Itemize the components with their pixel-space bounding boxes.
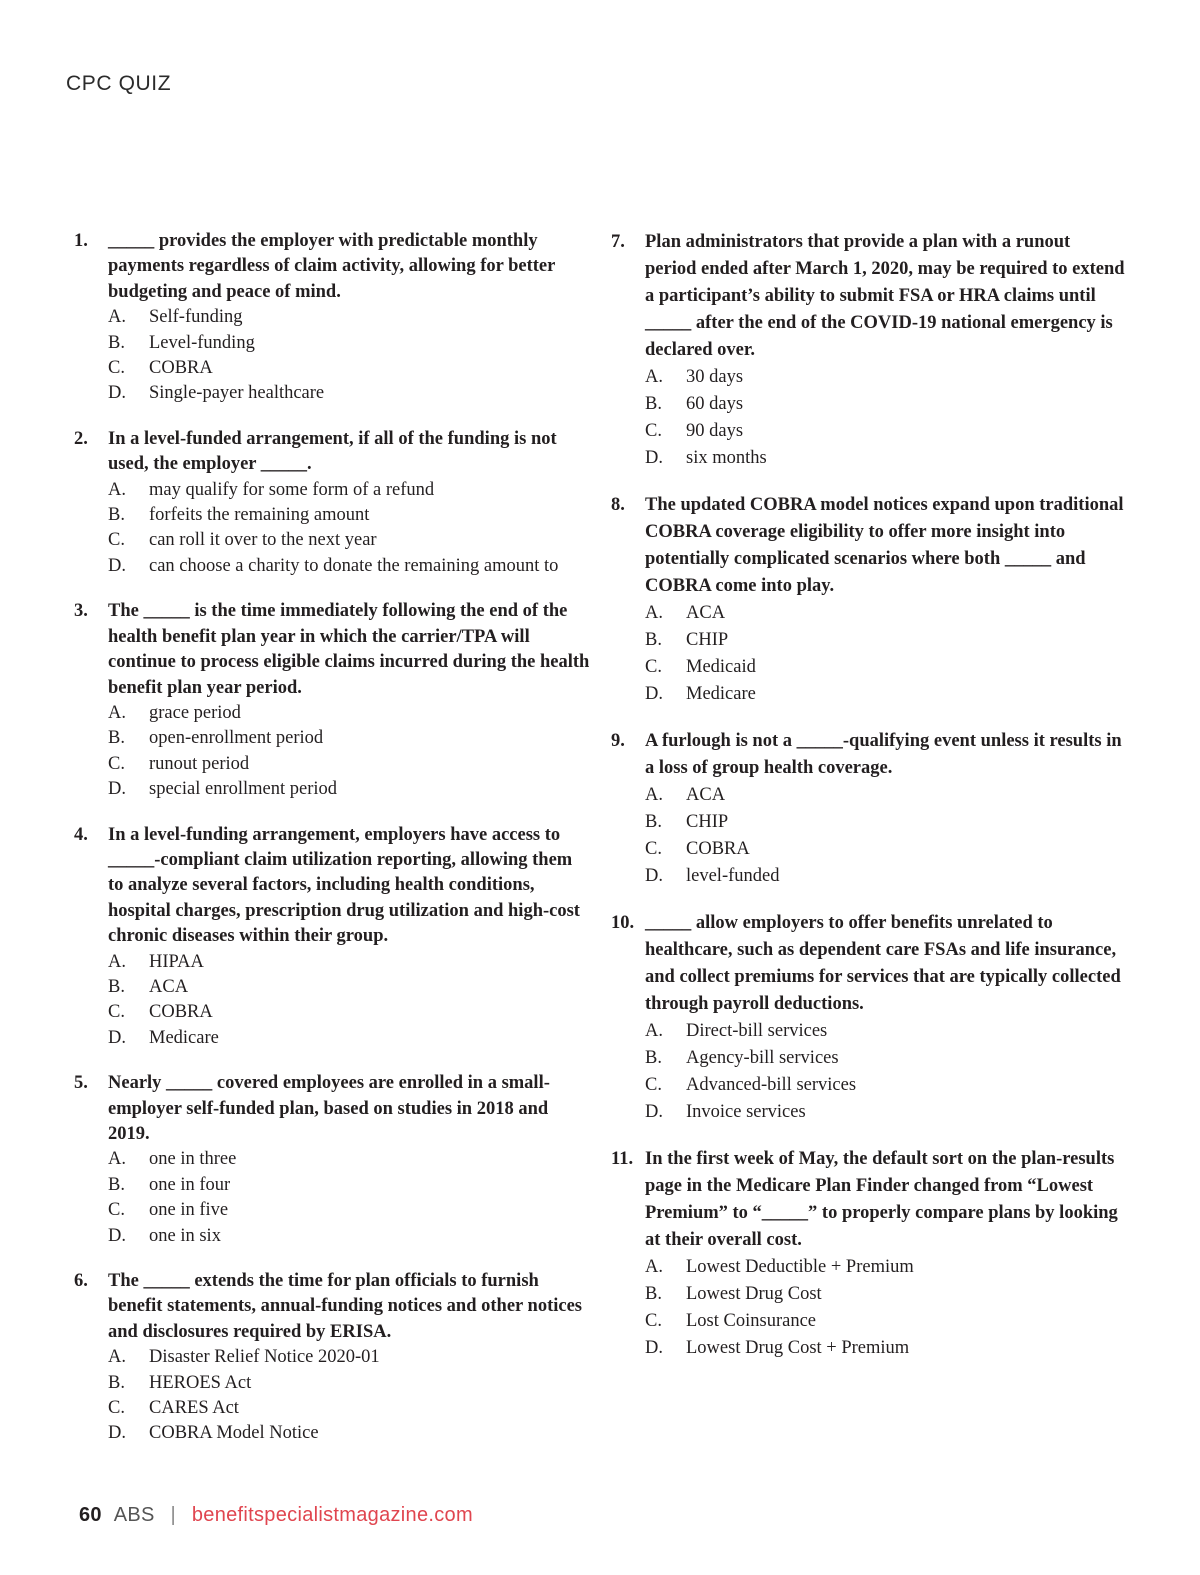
option-letter: D. <box>645 448 663 468</box>
question-text: _____ allow employers to offer benefits unrelated to healthcare, such as dependent care FSAs and life insurance, and collect premiums for services that are typically collected through payroll deductions. <box>645 913 1121 1014</box>
option-text: Medicaid <box>686 657 756 677</box>
answer-option <box>108 305 590 330</box>
publication-name: ABS <box>113 1504 155 1526</box>
option-text: ACA <box>686 603 726 623</box>
answer-option <box>645 600 1126 627</box>
answer-options <box>74 701 590 803</box>
option-letter: D. <box>108 779 126 800</box>
answer-option <box>108 554 590 579</box>
answer-options <box>611 364 1126 472</box>
option-letter: A. <box>108 1347 126 1368</box>
option-text: Lost Coinsurance <box>686 1311 816 1331</box>
question-number: 5. <box>74 1073 88 1094</box>
quiz-question <box>611 492 1126 708</box>
option-letter: A. <box>645 1021 663 1041</box>
answer-option <box>645 1281 1126 1308</box>
option-text: HEROES Act <box>149 1372 252 1393</box>
question-text: Plan administrators that provide a plan with a runout period ended after March 1, 2020, may be required to extend a participant’s ability to submit FSA or HRA claims until _____ after the end of the COVID-19 national emergency is declared over. <box>645 232 1125 360</box>
website-link[interactable]: benefitspecialistmagazine.com <box>191 1504 473 1526</box>
answer-option <box>108 950 590 975</box>
answer-option <box>108 1421 590 1446</box>
answer-options <box>74 305 590 407</box>
option-letter: B. <box>108 505 125 526</box>
question-text: Nearly _____ covered employees are enrolled in a small-employer self-funded plan, based on studies in 2018 and 2019. <box>108 1073 550 1144</box>
answer-option <box>108 1026 590 1051</box>
answer-options <box>611 1254 1126 1362</box>
answer-option <box>108 752 590 777</box>
option-letter: D. <box>108 1225 126 1246</box>
option-letter: C. <box>108 1002 125 1023</box>
option-text: Self-funding <box>149 307 243 328</box>
answer-option <box>645 782 1126 809</box>
answer-options <box>74 1345 590 1447</box>
option-text: Level-funding <box>149 332 255 353</box>
option-letter: B. <box>108 976 125 997</box>
quiz-question <box>74 427 590 579</box>
option-letter: C. <box>108 358 125 379</box>
option-text: six months <box>686 448 767 468</box>
option-text: Invoice services <box>686 1102 806 1122</box>
question-number: 2. <box>74 428 88 449</box>
question-text: _____ provides the employer with predictable monthly payments regardless of claim activity, allowing for better budgeting and peace of mind. <box>108 231 556 302</box>
option-text: COBRA <box>686 839 750 859</box>
answer-option <box>645 627 1126 654</box>
answer-option <box>108 777 590 802</box>
quiz-question <box>74 823 590 1052</box>
answer-options <box>74 478 590 580</box>
question-number: 9. <box>611 731 625 751</box>
quiz-question <box>74 229 590 407</box>
option-text: ACA <box>686 785 726 805</box>
option-text: one in four <box>149 1174 231 1195</box>
question-text: The _____ is the time immediately following the end of the health benefit plan year in which the carrier/TPA will continue to process eligible claims incurred during the health benefit plan year period. <box>108 601 590 698</box>
option-letter: A. <box>645 785 663 805</box>
option-text: COBRA <box>149 1002 213 1023</box>
option-text: Disaster Relief Notice 2020-01 <box>149 1347 380 1368</box>
answer-option <box>645 445 1126 472</box>
answer-options <box>611 1018 1126 1126</box>
quiz-question <box>611 728 1126 890</box>
answer-options <box>74 950 590 1052</box>
option-text: runout period <box>149 753 250 774</box>
option-text: can roll it over to the next year <box>149 530 377 551</box>
option-letter: B. <box>645 1048 662 1068</box>
answer-option <box>108 1371 590 1396</box>
option-letter: D. <box>645 1102 663 1122</box>
option-letter: B. <box>645 394 662 414</box>
option-text: CARES Act <box>149 1398 239 1419</box>
option-text: level-funded <box>686 866 780 886</box>
question-text: In the first week of May, the default sort on the plan-results page in the Medicare Plan Finder changed from “Lowest Premium” to “_____” to properly compare plans by looking at their overall cost. <box>645 1149 1118 1250</box>
option-text: Medicare <box>149 1027 219 1048</box>
answer-options <box>611 600 1126 708</box>
question-number: 1. <box>74 231 88 251</box>
answer-option <box>108 1396 590 1421</box>
page-footer <box>79 1504 473 1527</box>
answer-option <box>645 1045 1126 1072</box>
option-text: can choose a charity to donate the remaining amount to <box>149 555 559 576</box>
answer-options <box>74 1147 590 1249</box>
option-text: grace period <box>149 702 241 723</box>
left-column <box>74 229 590 1467</box>
answer-options <box>611 782 1126 890</box>
option-letter: A. <box>645 603 663 623</box>
option-letter: A. <box>108 951 126 972</box>
quiz-question <box>611 910 1126 1126</box>
answer-option <box>108 356 590 381</box>
answer-option <box>645 809 1126 836</box>
question-number: 6. <box>74 1271 88 1292</box>
option-letter: D. <box>108 1027 126 1048</box>
option-text: 60 days <box>686 394 744 414</box>
answer-option <box>108 1000 590 1025</box>
option-letter: B. <box>108 1372 125 1393</box>
option-letter: B. <box>108 1174 125 1195</box>
option-letter: D. <box>108 1423 126 1444</box>
answer-option <box>645 1335 1126 1362</box>
answer-option <box>108 1345 590 1370</box>
option-text: Single-payer healthcare <box>149 383 325 404</box>
option-letter: C. <box>645 421 662 441</box>
option-text: CHIP <box>686 630 729 650</box>
answer-option <box>645 1254 1126 1281</box>
quiz-question <box>74 1269 590 1447</box>
option-text: open-enrollment period <box>149 728 324 749</box>
answer-option <box>108 331 590 356</box>
option-letter: A. <box>108 1149 126 1170</box>
answer-option <box>645 418 1126 445</box>
question-number: 11. <box>611 1149 634 1169</box>
answer-option <box>108 726 590 751</box>
footer-separator: | <box>170 1504 176 1526</box>
answer-option <box>108 1198 590 1223</box>
option-letter: B. <box>645 1284 662 1304</box>
answer-option <box>108 1173 590 1198</box>
answer-option <box>108 1147 590 1172</box>
answer-option <box>645 1072 1126 1099</box>
option-text: HIPAA <box>149 951 204 972</box>
option-letter: C. <box>108 1398 125 1419</box>
question-number: 8. <box>611 495 625 515</box>
question-text: In a level-funding arrangement, employers have access to _____-compliant claim utilization reporting, allowing them to analyze several factors, including health conditions, hospital charges, prescription drug utilization and high-cost chronic diseases within their group. <box>108 824 580 947</box>
quiz-question <box>611 1146 1126 1362</box>
option-text: may qualify for some form of a refund <box>149 479 435 500</box>
option-letter: D. <box>108 383 126 404</box>
answer-option <box>108 503 590 528</box>
question-text: In a level-funded arrangement, if all of the funding is not used, the employer _____. <box>108 428 557 475</box>
option-letter: B. <box>108 332 125 353</box>
option-letter: C. <box>108 753 125 774</box>
option-text: CHIP <box>686 812 729 832</box>
option-letter: A. <box>645 367 663 387</box>
question-number: 3. <box>74 601 88 622</box>
answer-option <box>645 364 1126 391</box>
option-letter: C. <box>645 1075 662 1095</box>
question-text: The updated COBRA model notices expand upon traditional COBRA coverage eligibility to offer more insight into potentially complicated scenarios where both _____ and COBRA come into play. <box>645 495 1124 596</box>
option-letter: B. <box>645 630 662 650</box>
option-letter: B. <box>108 728 125 749</box>
question-number: 4. <box>74 824 88 845</box>
option-text: one in five <box>149 1200 229 1221</box>
page-header: CPC QUIZ <box>66 72 172 95</box>
option-letter: D. <box>645 866 663 886</box>
option-letter: C. <box>645 657 662 677</box>
option-text: special enrollment period <box>149 779 338 800</box>
answer-option <box>645 836 1126 863</box>
option-text: Agency-bill services <box>686 1048 839 1068</box>
option-letter: D. <box>645 1338 663 1358</box>
option-text: COBRA <box>149 358 213 379</box>
option-text: one in six <box>149 1225 221 1246</box>
option-letter: B. <box>645 812 662 832</box>
answer-option <box>645 1018 1126 1045</box>
option-text: Direct-bill services <box>686 1021 828 1041</box>
option-text: Medicare <box>686 684 756 704</box>
answer-option <box>645 1099 1126 1126</box>
answer-option <box>645 863 1126 890</box>
option-text: ACA <box>149 976 189 997</box>
question-text: The _____ extends the time for plan officials to furnish benefit statements, annual-funding notices and other notices and disclosures required by ERISA. <box>108 1271 582 1342</box>
answer-option <box>108 1224 590 1249</box>
answer-option <box>108 701 590 726</box>
option-text: COBRA Model Notice <box>149 1423 319 1444</box>
option-letter: D. <box>645 684 663 704</box>
option-letter: C. <box>645 839 662 859</box>
option-text: 90 days <box>686 421 744 441</box>
option-letter: D. <box>108 555 126 576</box>
option-letter: A. <box>108 307 126 328</box>
answer-option <box>108 381 590 406</box>
answer-option <box>108 975 590 1000</box>
answer-option <box>645 1308 1126 1335</box>
question-text: A furlough is not a _____-qualifying event unless it results in a loss of group health coverage. <box>645 731 1122 778</box>
answer-option <box>108 528 590 553</box>
right-column <box>611 229 1126 1382</box>
option-letter: C. <box>645 1311 662 1331</box>
option-text: Lowest Deductible + Premium <box>686 1257 914 1277</box>
option-text: one in three <box>149 1149 237 1170</box>
answer-option <box>645 391 1126 418</box>
option-letter: C. <box>108 530 125 551</box>
answer-option <box>108 478 590 503</box>
page-number: 60 <box>79 1504 102 1526</box>
option-letter: C. <box>108 1200 125 1221</box>
option-text: 30 days <box>686 367 744 387</box>
quiz-question <box>74 599 590 802</box>
option-text: Lowest Drug Cost + Premium <box>686 1338 910 1358</box>
quiz-question <box>611 229 1126 472</box>
quiz-question <box>74 1071 590 1249</box>
question-number: 10. <box>611 913 635 933</box>
answer-option <box>645 681 1126 708</box>
question-number: 7. <box>611 232 625 252</box>
option-text: Advanced-bill services <box>686 1075 857 1095</box>
option-text: Lowest Drug Cost <box>686 1284 822 1304</box>
answer-option <box>645 654 1126 681</box>
option-letter: A. <box>108 479 126 500</box>
option-letter: A. <box>645 1257 663 1277</box>
option-text: forfeits the remaining amount <box>149 505 370 526</box>
option-letter: A. <box>108 702 126 723</box>
